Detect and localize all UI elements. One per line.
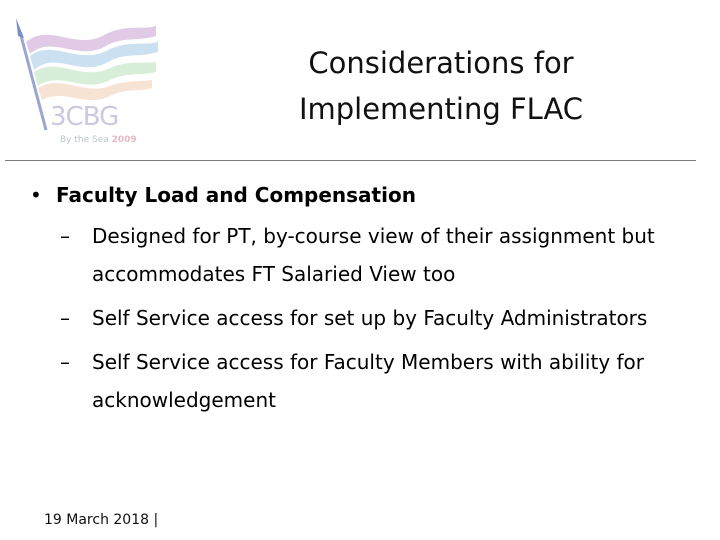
sub-bullet-text: Designed for PT, by-course view of their assignment but accommodates FT Salaried View too [92,224,655,286]
sub-bullet-item [60,299,700,337]
logo-tagline-text: By the Sea [60,135,109,145]
slide-body [30,180,700,419]
title-line-2: Implementing FLAC [298,92,584,126]
title-divider [5,160,696,161]
slide-title [226,40,656,132]
bullet-text: Faculty Load and Compensation [56,183,416,207]
footer-date: 19 March 2018 | [44,512,159,528]
bullet-item [30,180,700,211]
logo-tagline [60,135,137,145]
sub-bullet-marker: – [60,224,70,248]
sub-bullet-text: Self Service access for Faculty Members with ability for acknowledgement [92,350,645,412]
logo-wordmark: 3CBG [50,102,119,132]
title-line-1: Considerations for [308,46,574,80]
logo-year: 2009 [111,135,137,145]
sub-bullet-text: Self Service access for set up by Faculty Administrators [92,306,648,330]
sub-bullet-list [60,217,700,419]
sub-bullet-item [60,217,700,293]
sub-bullet-marker: – [60,306,70,330]
conference-logo [6,12,166,148]
bullet-marker: • [30,183,42,207]
sub-bullet-marker: – [60,350,70,374]
sub-bullet-item [60,343,700,419]
